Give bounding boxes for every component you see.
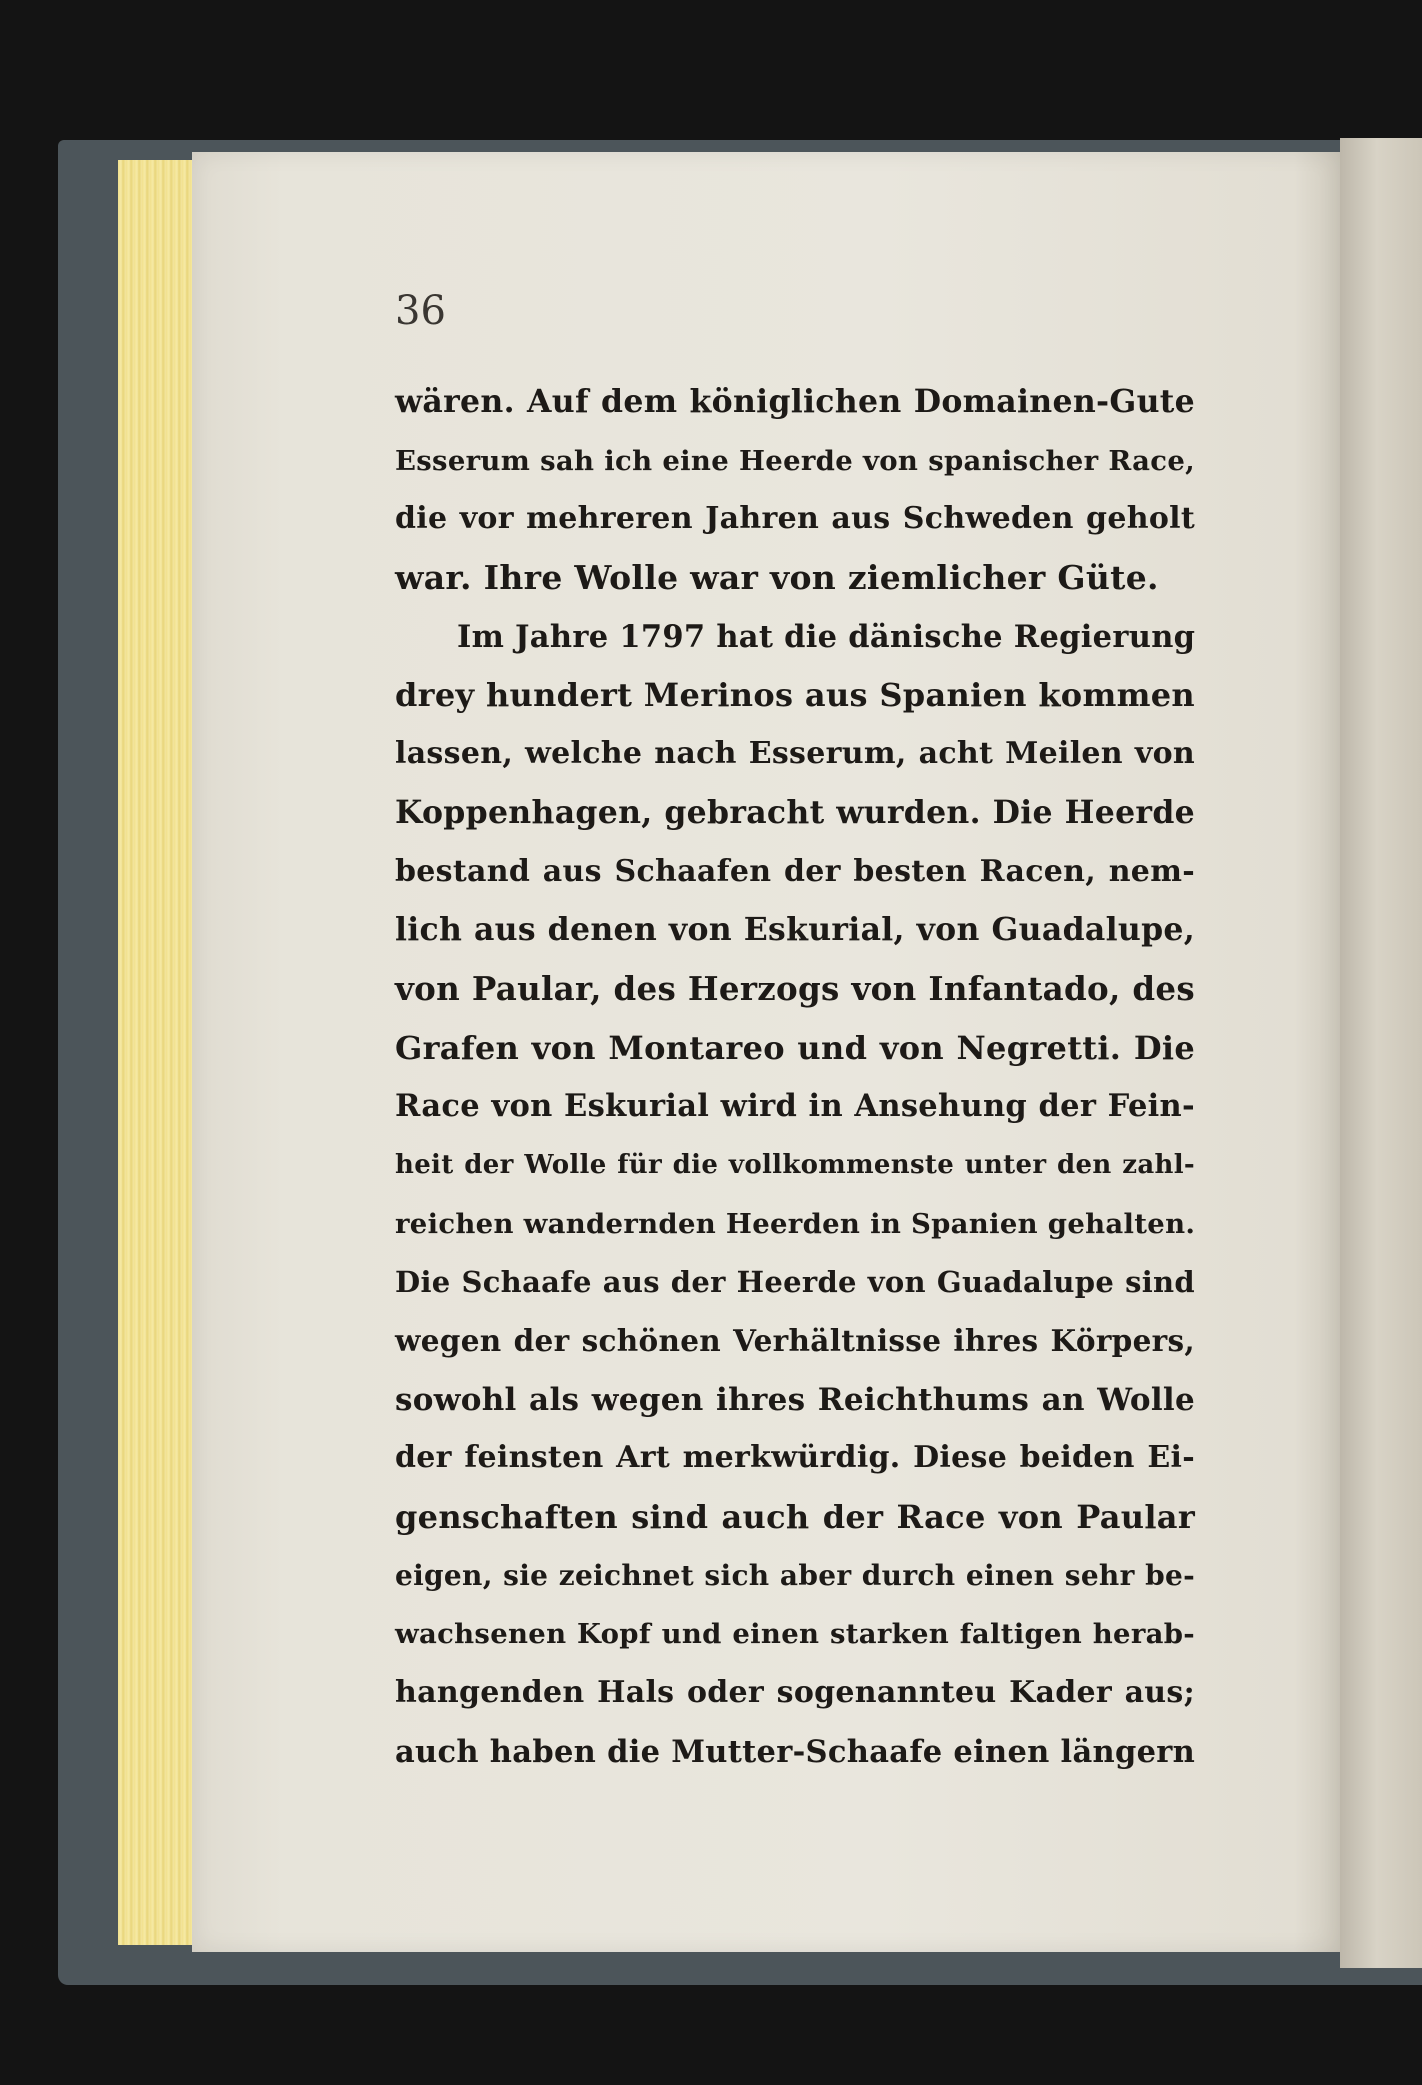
page-text: [395, 373, 1195, 1782]
text-line: bestand aus Schaafen der besten Racen, nem-: [395, 853, 1195, 889]
text-line: wachsenen Kopf und einen starken faltigen herab-: [395, 1618, 1195, 1651]
facing-page-edge: [1340, 138, 1422, 1968]
text-line: die vor mehreren Jahren aus Schweden geholt: [395, 501, 1195, 537]
text-line: war. Ihre Wolle war von ziemlicher Güte.: [395, 558, 1159, 598]
text-line: auch haben die Mutter-Schaafe einen längern: [395, 1733, 1196, 1770]
text-line: reichen wandernden Heerden in Spanien gehalten.: [395, 1207, 1196, 1240]
text-line: hangenden Hals oder sogenannteu Kader aus;: [395, 1675, 1195, 1711]
text-line: Grafen von Montareo und von Negretti. Die: [395, 1028, 1195, 1067]
page-number: 36: [395, 288, 446, 334]
text-line: lich aus denen von Eskurial, von Guadalupe,: [395, 911, 1195, 949]
text-line: wegen der schönen Verhältnisse ihres Körpers,: [395, 1323, 1195, 1358]
text-line: lassen, welche nach Esserum, acht Meilen von: [395, 736, 1195, 772]
text-line: Im Jahre 1797 hat die dänische Regierung: [457, 618, 1196, 655]
text-line: Die Schaafe aus der Heerde von Guadalupe sind: [395, 1265, 1195, 1300]
text-line: der feinsten Art merkwürdig. Diese beiden Ei-: [395, 1440, 1195, 1476]
text-line: von Paular, des Herzogs von Infantado, des: [395, 968, 1195, 1008]
text-line: Esserum sah ich eine Heerde von spanischer Race,: [395, 444, 1195, 477]
text-line: genschaften sind auch der Race von Paular: [395, 1498, 1195, 1537]
text-line: heit der Wolle für die vollkommenste unter den zahl-: [395, 1149, 1195, 1180]
text-line: eigen, sie zeichnet sich aber durch einen sehr be-: [395, 1558, 1195, 1592]
text-line: wären. Auf dem königlichen Domainen-Gute: [395, 383, 1195, 420]
text-line: Koppenhagen, gebracht wurden. Die Heerde: [395, 793, 1195, 831]
text-line: drey hundert Merinos aus Spanien kommen: [395, 676, 1195, 715]
text-line: Race von Eskurial wird in Ansehung der Fein-: [395, 1088, 1195, 1125]
text-line: sowohl als wegen ihres Reichthums an Wolle: [395, 1381, 1195, 1418]
